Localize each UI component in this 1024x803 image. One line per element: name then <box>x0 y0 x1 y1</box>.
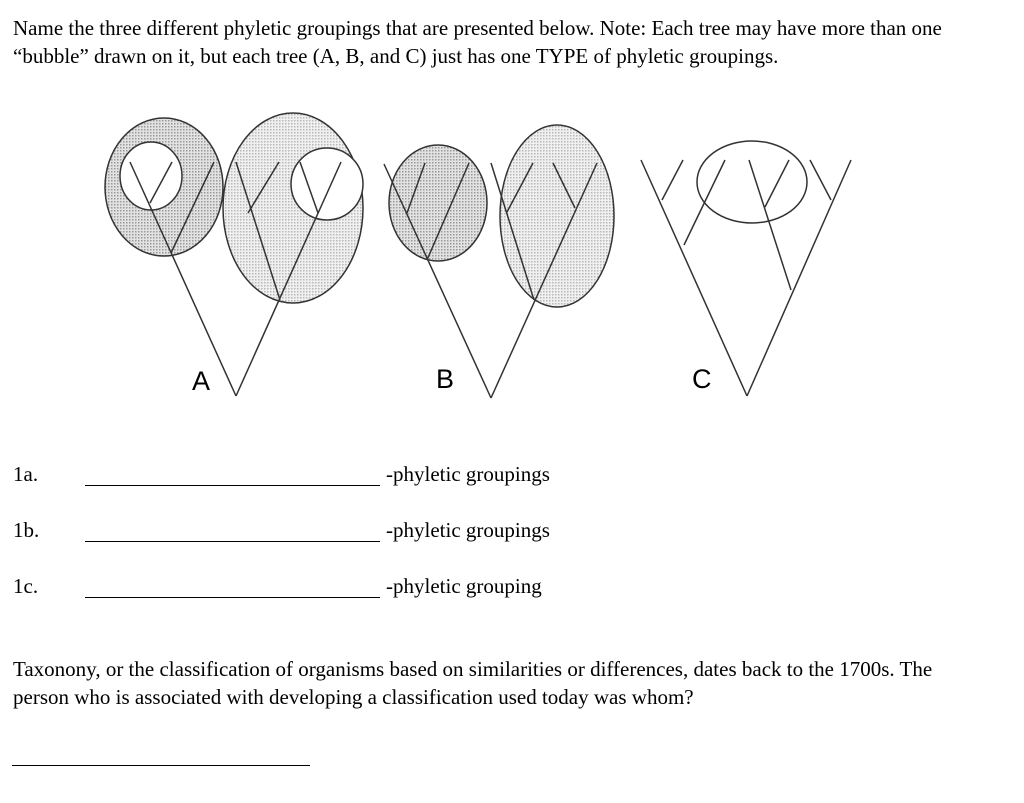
question-number: 1b. <box>13 518 40 542</box>
tree-a-label: A <box>192 366 211 396</box>
tree-b <box>384 125 614 398</box>
tree-a-bubble-right-inner <box>291 148 363 220</box>
tree-b-bubble-right <box>500 125 614 307</box>
question-number: 1c. <box>13 574 39 598</box>
answer-blank-1c[interactable] <box>85 597 380 598</box>
answer-blank-1b[interactable] <box>85 541 380 542</box>
question-suffix: -phyletic groupings <box>386 518 550 542</box>
tree-c <box>641 141 851 396</box>
tree-c-bubble <box>697 141 807 223</box>
instructions-text: Name the three different phyletic groupings that are presented below. Note: Each tree may have more than one “bubble” drawn on it, but each tree (A, B, and C) just has one TYPE of phyletic groupings. <box>13 16 942 68</box>
answer-blank-1a[interactable] <box>85 485 380 486</box>
question-suffix: -phyletic grouping <box>386 574 542 598</box>
tree-a <box>105 113 363 396</box>
question-suffix: -phyletic groupings <box>386 462 550 486</box>
tree-c-label: C <box>692 364 712 394</box>
tree-b-bubble-left <box>389 145 487 261</box>
tree-b-label: B <box>436 364 455 394</box>
answer-blank-2[interactable] <box>12 765 310 766</box>
question-2-text: Taxonony, or the classification of organisms based on similarities or differences, dates back to the 1700s. The person who is associated with developing a classification used today was whom? <box>13 657 933 709</box>
tree-c-branches <box>641 160 851 396</box>
question-number: 1a. <box>13 462 39 486</box>
